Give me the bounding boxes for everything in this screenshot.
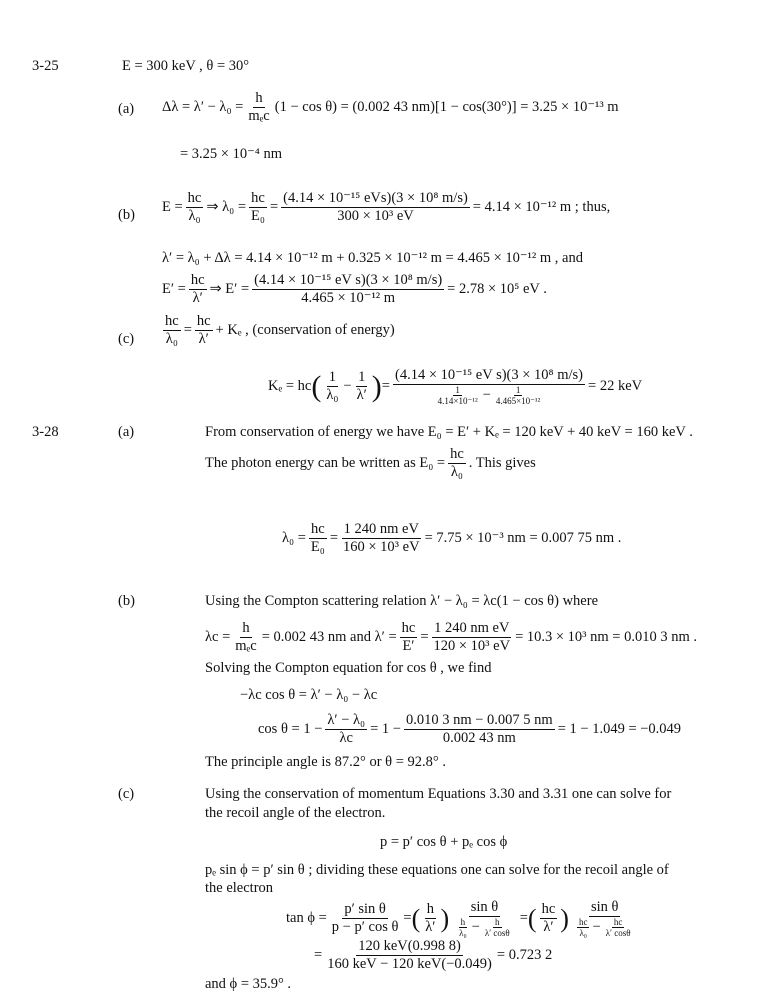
denominator: $\frac{1}{\text{4.14×10⁻¹²}}$ − $\frac{1}{\text{4.465×10⁻¹²}}$ bbox=[437, 385, 541, 406]
equation-line bbox=[162, 90, 619, 125]
numerator: hc bbox=[450, 446, 464, 462]
fraction bbox=[572, 899, 638, 938]
eq-text: ⇒ λ₀ = bbox=[206, 199, 247, 215]
eq-text: = bbox=[314, 947, 323, 963]
numerator: hc bbox=[541, 901, 556, 917]
denominator: E₀ bbox=[251, 208, 265, 224]
eq-text: = 4.14 × 10⁻¹² m ; thus, bbox=[472, 199, 611, 215]
denominator: λ₀ bbox=[165, 331, 178, 347]
equation-line bbox=[205, 446, 536, 481]
numerator: hc bbox=[187, 190, 202, 206]
fraction bbox=[186, 190, 204, 225]
fraction bbox=[436, 385, 480, 406]
problem-number: 3-25 bbox=[32, 58, 59, 74]
fraction bbox=[341, 521, 422, 556]
denominator: 4.465×10⁻¹² bbox=[495, 396, 541, 406]
eq-text: = 0.002 43 nm and λ′ = bbox=[261, 629, 397, 645]
numerator: hc bbox=[578, 917, 588, 927]
problem-number: 3-28 bbox=[32, 424, 59, 440]
eq-text: = 2.78 × 10⁵ eV . bbox=[447, 281, 547, 297]
denominator: λc bbox=[339, 730, 353, 746]
eq-text: λ₀ = bbox=[282, 530, 306, 546]
denominator: 160 keV − 120 keV(−0.049) bbox=[327, 956, 492, 972]
left-paren: ( bbox=[311, 369, 322, 403]
eq-text: + Kₑ , (conservation of energy) bbox=[215, 322, 395, 338]
eq-text: ⇒ E′ = bbox=[209, 281, 250, 297]
left-paren: ( bbox=[527, 903, 537, 933]
eq-text: . This gives bbox=[468, 455, 536, 471]
equation-line bbox=[268, 367, 642, 406]
fraction bbox=[189, 272, 207, 307]
fraction bbox=[195, 313, 213, 348]
fraction bbox=[540, 901, 558, 936]
eq-text: Kₑ = hc bbox=[268, 378, 312, 394]
fraction bbox=[577, 917, 590, 938]
numerator: h bbox=[426, 901, 434, 917]
numerator: hc bbox=[311, 521, 325, 537]
text-line: pₑ sin ϕ = p′ sin θ ; dividing these equations one can solve for the recoil angle of bbox=[205, 862, 669, 878]
fraction bbox=[330, 901, 401, 936]
fraction bbox=[325, 938, 494, 973]
denominator: 4.465 × 10⁻¹² m bbox=[301, 290, 396, 306]
fraction bbox=[494, 385, 542, 406]
denominator: λ₀ bbox=[188, 208, 201, 224]
denominator: λ₀ bbox=[459, 928, 467, 938]
fraction bbox=[324, 369, 340, 404]
eq-text: = 0.723 2 bbox=[496, 947, 553, 963]
equation-line: λ′ = λ₀ + Δλ = 4.14 × 10⁻¹² m + 0.325 × 10⁻¹² m = 4.465 × 10⁻¹² m , and bbox=[162, 250, 583, 266]
numerator: h bbox=[255, 90, 263, 106]
equation-line bbox=[258, 712, 681, 747]
eq-text: = 10.3 × 10³ nm = 0.010 3 nm . bbox=[515, 629, 697, 645]
text-line: From conservation of energy we have E₀ = E′ + Kₑ = 120 keV + 40 keV = 160 keV . bbox=[205, 424, 693, 440]
denominator: λ′ cosθ bbox=[605, 928, 631, 938]
numerator: sin θ bbox=[470, 899, 499, 915]
eq-text: (1 − cos θ) = (0.002 43 nm)[1 − cos(30°)] = 3.25 × 10⁻¹³ m bbox=[274, 99, 619, 115]
denominator: p − p′ cos θ bbox=[331, 919, 399, 935]
part-label: (a) bbox=[118, 101, 135, 117]
numerator: (4.14 × 10⁻¹⁵ eV s)(3 × 10⁸ m/s) bbox=[394, 367, 584, 383]
numerator: hc bbox=[613, 917, 623, 927]
denominator: E′ bbox=[402, 638, 415, 654]
fraction bbox=[252, 272, 444, 307]
denominator: mₑc bbox=[235, 638, 257, 654]
numerator: hc bbox=[196, 313, 211, 329]
numerator: 1 bbox=[358, 369, 366, 385]
eq-text: = bbox=[519, 910, 528, 926]
text-line: and ϕ = 35.9° . bbox=[205, 976, 292, 992]
numerator: h bbox=[242, 620, 250, 636]
numerator: hc bbox=[401, 620, 416, 636]
fraction bbox=[448, 446, 466, 481]
right-paren: ) bbox=[440, 903, 450, 933]
fraction bbox=[233, 620, 258, 655]
denominator: $\frac{h}{\text{λ₀}}$ − $\frac{h}{\lambda' \cos\theta}$ bbox=[459, 917, 510, 938]
eq-text: λc = bbox=[205, 629, 231, 645]
text-line: the recoil angle of the electron. bbox=[205, 805, 386, 821]
eq-text: tan ϕ = bbox=[286, 910, 327, 926]
fraction bbox=[457, 917, 469, 938]
numerator: (4.14 × 10⁻¹⁵ eV s)(3 × 10⁸ m/s) bbox=[254, 272, 443, 288]
equation-line: = 3.25 × 10⁻⁴ nm bbox=[180, 146, 282, 162]
given-values: E = 300 keV , θ = 30° bbox=[122, 58, 250, 74]
eq-text: Δλ = λ′ − λ₀ = bbox=[162, 99, 244, 115]
denominator: λ′ cosθ bbox=[484, 928, 510, 938]
equation-line bbox=[160, 313, 395, 348]
numerator: 120 keV(0.998 8) bbox=[358, 938, 461, 954]
part-label: (a) bbox=[118, 424, 135, 440]
equation-line bbox=[282, 521, 621, 556]
eq-text: The photon energy can be written as E₀ = bbox=[205, 455, 446, 471]
denominator: λ₀ bbox=[579, 928, 587, 938]
equation-line bbox=[162, 190, 610, 225]
denominator: λ′ bbox=[198, 331, 209, 347]
fraction bbox=[483, 917, 512, 938]
right-paren: ) bbox=[371, 369, 382, 403]
text-line: The principle angle is 87.2° or θ = 92.8° . bbox=[205, 754, 446, 770]
eq-text: E = bbox=[162, 199, 183, 215]
text-line: Solving the Compton equation for cos θ , we find bbox=[205, 660, 492, 676]
numerator: hc bbox=[165, 313, 179, 329]
denominator: E₀ bbox=[310, 539, 325, 555]
eq-text: − bbox=[343, 378, 352, 394]
eq-text: = 1 − bbox=[370, 721, 401, 737]
eq-text: = bbox=[403, 910, 412, 926]
denominator: 4.14×10⁻¹² bbox=[437, 396, 478, 406]
text-line: the electron bbox=[205, 880, 274, 896]
numerator: 1 bbox=[455, 385, 460, 395]
denominator: 120 × 10³ eV bbox=[433, 638, 511, 654]
numerator: 1 240 nm eV bbox=[434, 620, 510, 636]
equation-line: −λc cos θ = λ′ − λ₀ − λc bbox=[240, 687, 378, 703]
part-label: (c) bbox=[118, 786, 135, 802]
eq-text: = 1 − 1.049 = −0.049 bbox=[557, 721, 682, 737]
denominator: 0.002 43 nm bbox=[442, 730, 516, 746]
fraction bbox=[604, 917, 633, 938]
numerator: (4.14 × 10⁻¹⁵ eVs)(3 × 10⁸ m/s) bbox=[283, 190, 468, 206]
denominator: λ′ bbox=[192, 290, 203, 306]
fraction bbox=[355, 369, 369, 404]
numerator: 1 bbox=[515, 385, 521, 395]
denominator: λ′ bbox=[543, 919, 554, 935]
fraction bbox=[432, 620, 513, 655]
fraction bbox=[246, 90, 271, 125]
part-label: (c) bbox=[118, 331, 135, 347]
right-paren: ) bbox=[560, 903, 569, 933]
denominator: 300 × 10³ eV bbox=[337, 208, 414, 224]
numerator: 1 240 nm eV bbox=[343, 521, 419, 537]
equation-line: p = p′ cos θ + pₑ cos ϕ bbox=[380, 834, 508, 850]
numerator: 0.010 3 nm − 0.007 5 nm bbox=[405, 712, 553, 728]
fraction bbox=[452, 899, 517, 938]
equation-line bbox=[162, 272, 547, 307]
denominator: $\frac{hc}{\text{λ₀}}$ − $\frac{hc}{\lambda' \cos\theta}$ bbox=[578, 917, 631, 938]
part-label: (b) bbox=[118, 593, 135, 609]
denominator: λ′ bbox=[356, 387, 367, 403]
fraction bbox=[309, 521, 327, 556]
numerator: h bbox=[495, 917, 500, 927]
numerator: h bbox=[460, 917, 466, 927]
numerator: hc bbox=[251, 190, 265, 206]
fraction bbox=[325, 712, 367, 747]
text-line: Using the Compton scattering relation λ′ − λ₀ = λc(1 − cos θ) where bbox=[205, 593, 599, 609]
eq-text: cos θ = 1 − bbox=[258, 721, 323, 737]
text-line: Using the conservation of momentum Equations 3.30 and 3.31 one can solve for bbox=[205, 786, 672, 802]
numerator: 1 bbox=[328, 369, 336, 385]
fraction bbox=[393, 367, 585, 406]
eq-text: E′ = bbox=[162, 281, 186, 297]
numerator: sin θ bbox=[590, 899, 619, 915]
part-label: (b) bbox=[118, 207, 135, 223]
denominator: λ′ bbox=[425, 919, 436, 935]
eq-text: = bbox=[183, 322, 192, 338]
denominator: λ₀ bbox=[450, 464, 463, 480]
eq-text: = bbox=[420, 629, 429, 645]
eq-text: = 22 keV bbox=[588, 378, 643, 394]
numerator: hc bbox=[190, 272, 205, 288]
numerator: λ′ − λ₀ bbox=[327, 712, 366, 728]
fraction bbox=[163, 313, 181, 348]
fraction bbox=[281, 190, 470, 225]
equation-line bbox=[205, 620, 697, 655]
equation-line bbox=[314, 938, 552, 973]
fraction bbox=[404, 712, 555, 747]
fraction bbox=[249, 190, 267, 225]
numerator: p′ sin θ bbox=[344, 901, 386, 917]
denominator: λ₀ bbox=[326, 387, 339, 403]
equation-line bbox=[286, 899, 641, 938]
denominator: 160 × 10³ eV bbox=[343, 539, 420, 555]
fraction bbox=[423, 901, 437, 936]
eq-text: = bbox=[269, 199, 279, 215]
eq-text: = 7.75 × 10⁻³ nm = 0.007 75 nm . bbox=[424, 530, 622, 546]
denominator: mₑc bbox=[248, 108, 270, 124]
eq-text: = bbox=[381, 378, 390, 394]
fraction bbox=[400, 620, 418, 655]
eq-text: = bbox=[329, 530, 338, 546]
left-paren: ( bbox=[411, 903, 421, 933]
